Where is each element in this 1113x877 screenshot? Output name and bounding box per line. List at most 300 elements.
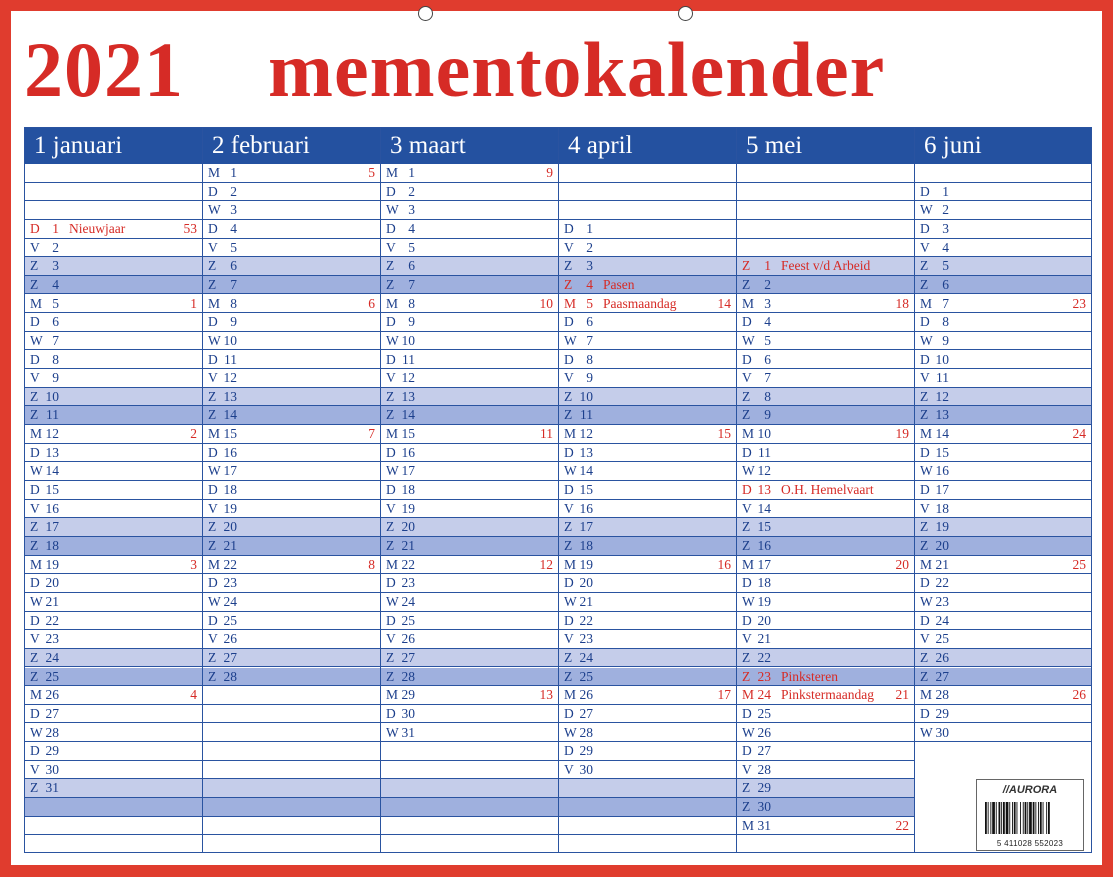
weekday-letter: V	[30, 631, 40, 647]
weekday-letter: W	[386, 202, 399, 218]
day-row	[203, 257, 380, 276]
weekday-letter: V	[30, 239, 40, 255]
day-row	[381, 239, 558, 258]
month-header: 2 februari	[203, 128, 380, 164]
weekday-letter: Z	[30, 780, 39, 796]
weekday-letter: V	[742, 370, 752, 386]
day-number: 8	[52, 351, 59, 367]
day-row	[381, 257, 558, 276]
day-row	[737, 201, 914, 220]
day-number: 20	[757, 612, 771, 628]
day-number: 30	[579, 761, 593, 777]
holiday-name: Pinksteren	[781, 668, 838, 684]
month-header: 5 mei	[737, 128, 914, 164]
day-number: 9	[586, 370, 593, 386]
day-number: 20	[579, 575, 593, 591]
day-number: 28	[45, 724, 59, 740]
day-row	[737, 518, 914, 537]
day-number: 25	[935, 631, 949, 647]
day-number: 17	[757, 556, 771, 572]
month-column	[203, 128, 381, 852]
weekday-letter: M	[386, 426, 399, 442]
day-number: 31	[401, 724, 415, 740]
weekday-letter: Z	[742, 780, 751, 796]
week-number: 23	[1072, 295, 1086, 311]
weekday-letter: M	[30, 295, 43, 311]
weekday-letter: W	[920, 724, 933, 740]
day-number: 6	[942, 276, 949, 292]
weekday-letter: D	[564, 444, 574, 460]
weekday-letter: W	[742, 593, 755, 609]
weekday-letter: V	[386, 370, 396, 386]
weekday-letter: Z	[564, 668, 573, 684]
weekday-letter: M	[208, 426, 221, 442]
week-number: 22	[895, 817, 909, 833]
day-number: 28	[401, 668, 415, 684]
weekday-letter: W	[920, 463, 933, 479]
day-row	[381, 742, 558, 761]
day-row	[737, 500, 914, 519]
day-row	[203, 462, 380, 481]
day-row	[25, 444, 202, 463]
weekday-letter: V	[30, 761, 40, 777]
day-row	[559, 556, 736, 575]
day-number: 7	[52, 332, 59, 348]
day-number: 11	[758, 444, 771, 460]
day-row	[25, 313, 202, 332]
day-number: 29	[45, 743, 59, 759]
weekday-letter: Z	[208, 538, 217, 553]
weekday-letter: Z	[30, 649, 39, 665]
day-number: 27	[757, 743, 771, 759]
day-row	[559, 313, 736, 332]
holiday-name: O.H. Hemelvaart	[781, 482, 874, 498]
weekday-letter: W	[386, 332, 399, 348]
weekday-letter: Z	[386, 276, 395, 292]
holiday-name: Nieuwjaar	[69, 220, 126, 236]
day-number: 26	[45, 687, 59, 703]
month-column	[381, 128, 559, 852]
weekday-letter: Z	[564, 258, 573, 274]
weekday-letter: W	[742, 332, 755, 348]
day-row	[915, 593, 1091, 612]
day-row	[559, 630, 736, 649]
weekday-letter: Z	[564, 407, 573, 423]
day-row	[25, 649, 202, 668]
day-number: 14	[223, 407, 237, 423]
weekday-letter: D	[920, 351, 930, 367]
day-row	[381, 444, 558, 463]
day-row	[737, 351, 914, 370]
week-number: 7	[368, 426, 375, 442]
weekday-letter: D	[564, 482, 574, 498]
weekday-letter: V	[742, 761, 752, 777]
day-row	[559, 164, 736, 183]
day-row	[737, 295, 914, 314]
weekday-letter: Z	[920, 276, 929, 292]
day-row	[25, 183, 202, 202]
weekday-letter: Z	[564, 388, 573, 404]
day-row	[381, 593, 558, 612]
day-row	[737, 313, 914, 332]
weekday-letter: D	[920, 220, 930, 236]
day-number: 19	[935, 519, 949, 535]
weekday-letter: D	[742, 444, 752, 460]
weekday-letter: D	[920, 444, 930, 460]
day-row	[203, 369, 380, 388]
day-row	[381, 574, 558, 593]
day-number: 6	[586, 314, 593, 330]
day-row	[559, 183, 736, 202]
day-row	[559, 388, 736, 407]
weekday-letter: Z	[30, 276, 39, 292]
day-number: 21	[401, 538, 415, 553]
day-number: 1	[764, 258, 771, 274]
weekday-letter: W	[30, 463, 43, 479]
weekday-letter: V	[564, 239, 574, 255]
day-row	[737, 388, 914, 407]
day-number: 15	[579, 482, 593, 498]
week-number: 24	[1072, 426, 1086, 442]
weekday-letter: M	[920, 687, 933, 703]
weekday-letter: Z	[920, 258, 929, 274]
weekday-letter: V	[920, 239, 930, 255]
weekday-letter: W	[30, 724, 43, 740]
day-number: 2	[230, 183, 237, 199]
week-number: 26	[1072, 687, 1086, 703]
day-row	[559, 351, 736, 370]
day-number: 20	[45, 575, 59, 591]
day-row	[381, 351, 558, 370]
day-number: 28	[757, 761, 771, 777]
day-number: 7	[942, 295, 949, 311]
day-number: 24	[579, 649, 593, 665]
day-row	[203, 518, 380, 537]
weekday-letter: Z	[30, 519, 39, 535]
weekday-letter: Z	[742, 276, 751, 292]
day-row	[737, 686, 914, 705]
day-row	[915, 462, 1091, 481]
day-number: 30	[401, 705, 415, 721]
day-row	[559, 668, 736, 687]
weekday-letter: W	[742, 463, 755, 479]
week-number: 19	[895, 426, 909, 442]
day-number: 14	[935, 426, 949, 442]
day-row	[737, 779, 914, 798]
day-row	[381, 462, 558, 481]
weekday-letter: D	[386, 482, 396, 498]
day-row	[381, 686, 558, 705]
weekday-letter: D	[208, 575, 218, 591]
weekday-letter: Z	[30, 668, 39, 684]
week-number: 5	[368, 165, 375, 180]
day-row	[915, 220, 1091, 239]
day-row	[737, 705, 914, 724]
day-number: 12	[579, 426, 593, 442]
weekday-letter: Z	[386, 519, 395, 535]
weekday-letter: W	[386, 463, 399, 479]
day-row	[203, 779, 380, 798]
day-number: 10	[223, 332, 237, 348]
day-number: 10	[757, 426, 771, 442]
week-number: 15	[717, 426, 731, 442]
day-row	[381, 798, 558, 817]
day-number: 19	[757, 593, 771, 609]
weekday-letter: D	[564, 705, 574, 721]
day-row	[737, 574, 914, 593]
weekday-letter: Z	[742, 799, 751, 815]
day-number: 21	[935, 556, 949, 572]
day-row	[381, 724, 558, 743]
day-number: 19	[401, 500, 415, 516]
day-number: 5	[764, 332, 771, 348]
weekday-letter: W	[564, 463, 577, 479]
weekday-letter: Z	[742, 649, 751, 665]
day-number: 2	[942, 202, 949, 218]
day-row	[203, 612, 380, 631]
weekday-letter: W	[742, 724, 755, 740]
day-number: 1	[230, 165, 237, 180]
day-row	[203, 295, 380, 314]
day-row	[915, 406, 1091, 425]
day-row	[203, 500, 380, 519]
weekday-letter: V	[564, 761, 574, 777]
day-number: 30	[757, 799, 771, 815]
week-number: 8	[368, 556, 375, 572]
day-row	[737, 537, 914, 556]
weekday-letter: D	[386, 314, 396, 330]
day-number: 7	[764, 370, 771, 386]
week-number: 10	[539, 295, 553, 311]
day-number: 6	[52, 314, 59, 330]
day-number: 10	[45, 388, 59, 404]
weekday-letter: W	[386, 593, 399, 609]
holiday-name: Pasen	[603, 276, 635, 292]
day-row	[25, 593, 202, 612]
title-word: mementokalender	[268, 26, 886, 113]
day-row	[559, 239, 736, 258]
day-number: 25	[223, 612, 237, 628]
day-row	[559, 425, 736, 444]
week-number: 11	[540, 426, 553, 442]
day-number: 13	[45, 444, 59, 460]
week-number: 13	[539, 687, 553, 703]
weekday-letter: D	[208, 444, 218, 460]
calendar-grid	[24, 127, 1092, 853]
day-number: 21	[45, 593, 59, 609]
day-number: 23	[935, 593, 949, 609]
week-number: 21	[895, 687, 909, 703]
day-number: 29	[579, 743, 593, 759]
day-row	[915, 686, 1091, 705]
day-row	[381, 779, 558, 798]
weekday-letter: Z	[564, 649, 573, 665]
day-number: 19	[223, 500, 237, 516]
weekday-letter: V	[30, 370, 40, 386]
month-header: 1 januari	[25, 128, 202, 164]
day-row	[203, 444, 380, 463]
day-number: 13	[935, 407, 949, 423]
weekday-letter: D	[208, 612, 218, 628]
weekday-letter: Z	[208, 649, 217, 665]
day-row	[25, 164, 202, 183]
week-number: 17	[717, 687, 731, 703]
weekday-letter: D	[386, 444, 396, 460]
day-row	[25, 668, 202, 687]
day-number: 18	[223, 482, 237, 498]
day-number: 15	[401, 426, 415, 442]
day-number: 1	[942, 183, 949, 199]
week-number: 12	[539, 556, 553, 572]
day-row	[25, 574, 202, 593]
weekday-letter: D	[386, 612, 396, 628]
day-row	[203, 705, 380, 724]
day-number: 10	[401, 332, 415, 348]
weekday-letter: D	[386, 220, 396, 236]
day-number: 14	[757, 500, 771, 516]
week-number: 14	[717, 295, 731, 311]
day-row	[25, 518, 202, 537]
weekday-letter: M	[564, 295, 577, 311]
weekday-letter: D	[564, 575, 574, 591]
day-number: 11	[580, 407, 593, 423]
day-row	[737, 164, 914, 183]
weekday-letter: Z	[30, 407, 39, 423]
month-column	[25, 128, 203, 852]
day-number: 13	[401, 388, 415, 404]
weekday-letter: D	[30, 743, 40, 759]
weekday-letter: W	[920, 202, 933, 218]
day-number: 26	[579, 687, 593, 703]
day-number: 1	[408, 165, 415, 180]
weekday-letter: V	[920, 631, 930, 647]
day-row	[737, 668, 914, 687]
day-number: 16	[579, 500, 593, 516]
day-row	[915, 388, 1091, 407]
day-number: 8	[586, 351, 593, 367]
weekday-letter: Z	[742, 407, 751, 423]
day-number: 5	[408, 239, 415, 255]
week-number: 53	[183, 220, 197, 236]
day-number: 19	[45, 556, 59, 572]
weekday-letter: D	[742, 482, 752, 498]
weekday-letter: M	[30, 556, 43, 572]
day-number: 23	[223, 575, 237, 591]
day-number: 11	[224, 351, 237, 367]
weekday-letter: D	[386, 351, 396, 367]
day-number: 2	[52, 239, 59, 255]
day-row	[737, 649, 914, 668]
weekday-letter: V	[920, 370, 930, 386]
day-number: 25	[401, 612, 415, 628]
day-number: 10	[579, 388, 593, 404]
day-number: 26	[401, 631, 415, 647]
day-number: 22	[401, 556, 415, 572]
day-row	[559, 649, 736, 668]
day-row	[559, 537, 736, 556]
day-number: 4	[52, 276, 59, 292]
weekday-letter: W	[208, 593, 221, 609]
day-number: 15	[45, 482, 59, 498]
day-row	[915, 332, 1091, 351]
weekday-letter: W	[564, 724, 577, 740]
day-number: 9	[942, 332, 949, 348]
day-number: 25	[45, 668, 59, 684]
day-row	[737, 798, 914, 817]
day-number: 27	[223, 649, 237, 665]
holiday-name: Paasmaandag	[603, 295, 677, 311]
holiday-name: Feest v/d Arbeid	[781, 258, 871, 274]
day-number: 13	[757, 482, 771, 498]
weekday-letter: M	[742, 295, 755, 311]
day-number: 28	[223, 668, 237, 684]
day-number: 7	[230, 276, 237, 292]
weekday-letter: M	[386, 295, 399, 311]
day-row	[203, 556, 380, 575]
day-row	[203, 761, 380, 780]
weekday-letter: W	[208, 332, 221, 348]
day-row	[915, 537, 1091, 556]
weekday-letter: V	[208, 500, 218, 516]
day-number: 18	[401, 482, 415, 498]
day-number: 8	[942, 314, 949, 330]
weekday-letter: D	[742, 314, 752, 330]
barcode-icon	[985, 802, 1077, 834]
day-row	[737, 481, 914, 500]
weekday-letter: Z	[208, 276, 217, 292]
day-row	[25, 779, 202, 798]
day-number: 16	[757, 538, 771, 553]
day-row	[203, 201, 380, 220]
day-row	[737, 369, 914, 388]
day-row	[381, 313, 558, 332]
day-number: 24	[401, 593, 415, 609]
day-row	[381, 220, 558, 239]
day-number: 18	[579, 538, 593, 553]
day-row	[559, 444, 736, 463]
weekday-letter: Z	[386, 668, 395, 684]
day-row	[559, 779, 736, 798]
weekday-letter: W	[564, 332, 577, 348]
day-row	[203, 742, 380, 761]
title-year: 2021	[24, 26, 184, 113]
day-row	[381, 201, 558, 220]
weekday-letter: Z	[920, 519, 929, 535]
hanging-hole-right	[678, 6, 693, 21]
brand-logo: //AURORA	[1002, 784, 1058, 796]
day-row	[737, 817, 914, 836]
day-row	[381, 406, 558, 425]
barcode-label	[976, 779, 1084, 851]
hanging-hole-left	[418, 6, 433, 21]
day-number: 23	[757, 668, 771, 684]
day-number: 31	[757, 817, 771, 833]
day-row	[25, 630, 202, 649]
weekday-letter: D	[30, 705, 40, 721]
day-number: 23	[45, 631, 59, 647]
weekday-letter: D	[208, 220, 218, 236]
day-number: 26	[757, 724, 771, 740]
day-row	[25, 201, 202, 220]
weekday-letter: D	[30, 612, 40, 628]
day-row	[203, 630, 380, 649]
day-number: 5	[586, 295, 593, 311]
day-row	[381, 276, 558, 295]
day-row	[381, 649, 558, 668]
weekday-letter: D	[386, 705, 396, 721]
day-row	[559, 593, 736, 612]
day-number: 21	[223, 538, 237, 553]
